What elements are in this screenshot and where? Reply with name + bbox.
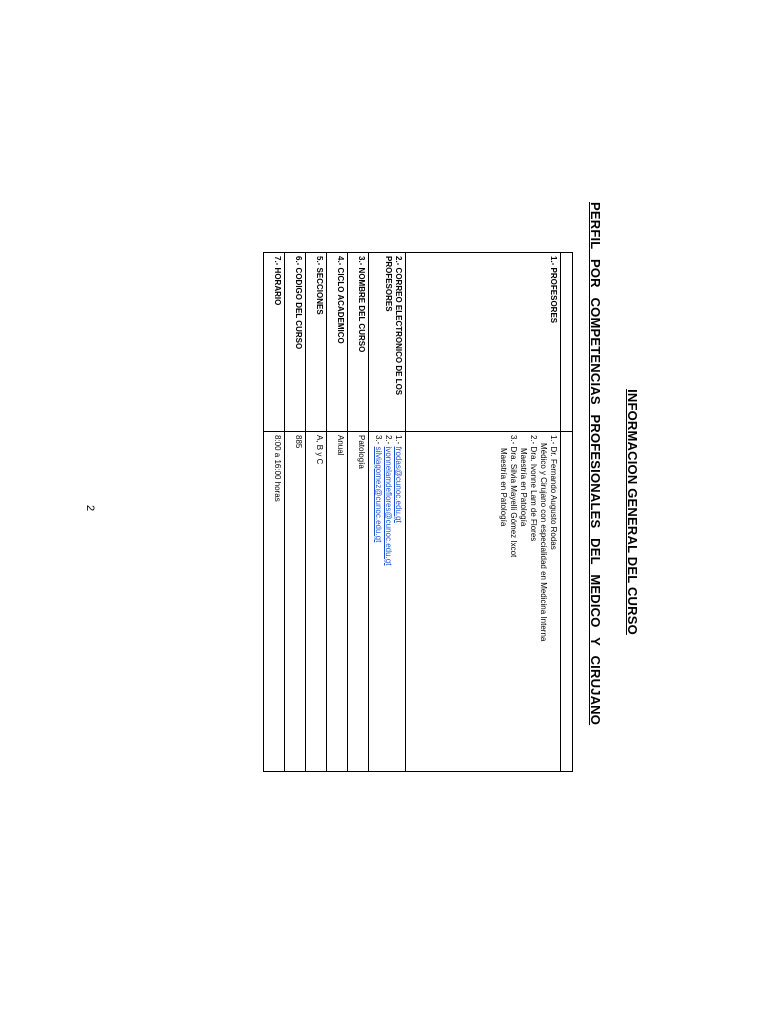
email-link[interactable]: ivonnelamdeflores@cunoc.edu.gt <box>384 446 393 566</box>
row-value: Patología <box>348 432 369 772</box>
course-info-table <box>263 252 573 772</box>
professor-line: 3.- Dra. Silvia Mayelli Gómez Ixcot <box>509 435 518 558</box>
row-label: 7.- HORARIO <box>264 253 285 432</box>
row-value <box>406 432 561 772</box>
email-link[interactable]: frodas@cunoc.edu.gt <box>394 446 403 523</box>
email-line: 1.- frodas@cunoc.edu.gt <box>394 435 403 523</box>
professor-line: 1.- Dr. Fernando Augusto Rodas <box>549 435 558 550</box>
table-row-profesores <box>406 253 561 772</box>
table-row-correo <box>369 253 406 772</box>
email-line: 2.- ivonnelamdeflores@cunoc.edu.gt <box>384 435 393 566</box>
professor-line: Médico y Cirujano con especialidad en Medicina Interna <box>539 443 548 642</box>
table-row-codigo <box>285 253 306 772</box>
table-row-ciclo <box>327 253 348 772</box>
email-link[interactable]: silviagomez@cunoc.edu.gt <box>374 446 383 543</box>
document-title: INFORMACION GENERAL DEL CURSO <box>625 389 640 635</box>
professor-line: Maestría en Patología <box>519 448 528 527</box>
row-value: 885 <box>285 432 306 772</box>
row-value: A, B y C <box>306 432 327 772</box>
row-label: 4.- CICLO ACADEMICO <box>327 253 348 432</box>
row-value <box>369 432 406 772</box>
table-row-nombre-curso <box>348 253 369 772</box>
document-subtitle: PERFIL POR COMPETENCIAS PROFESIONALES DEL MEDICO Y CIRUJANO <box>588 202 603 726</box>
page-number: 2 <box>84 505 96 512</box>
row-label: 3.- NOMBRE DEL CURSO <box>348 253 369 432</box>
row-label: 1.- PROFESORES <box>406 253 561 432</box>
table-header-row <box>561 253 573 772</box>
row-label: 2.- CORREO ELECTRONICO DE LOS PROFESORES <box>369 253 406 432</box>
professor-line: 2.- Dra. Ivonne Lam de Flores <box>529 435 538 542</box>
table-row-secciones <box>306 253 327 772</box>
table-row-horario <box>264 253 285 772</box>
row-label: 6.- CODIGO DEL CURSO <box>285 253 306 432</box>
professor-line: Maestría en Patología <box>499 448 508 527</box>
email-line: 3.- silviagomez@cunoc.edu.gt <box>374 435 383 543</box>
row-label: 5.- SECCIONES <box>306 253 327 432</box>
row-value: Anual <box>327 432 348 772</box>
row-value: 8:00 a 16:00 horas <box>264 432 285 772</box>
